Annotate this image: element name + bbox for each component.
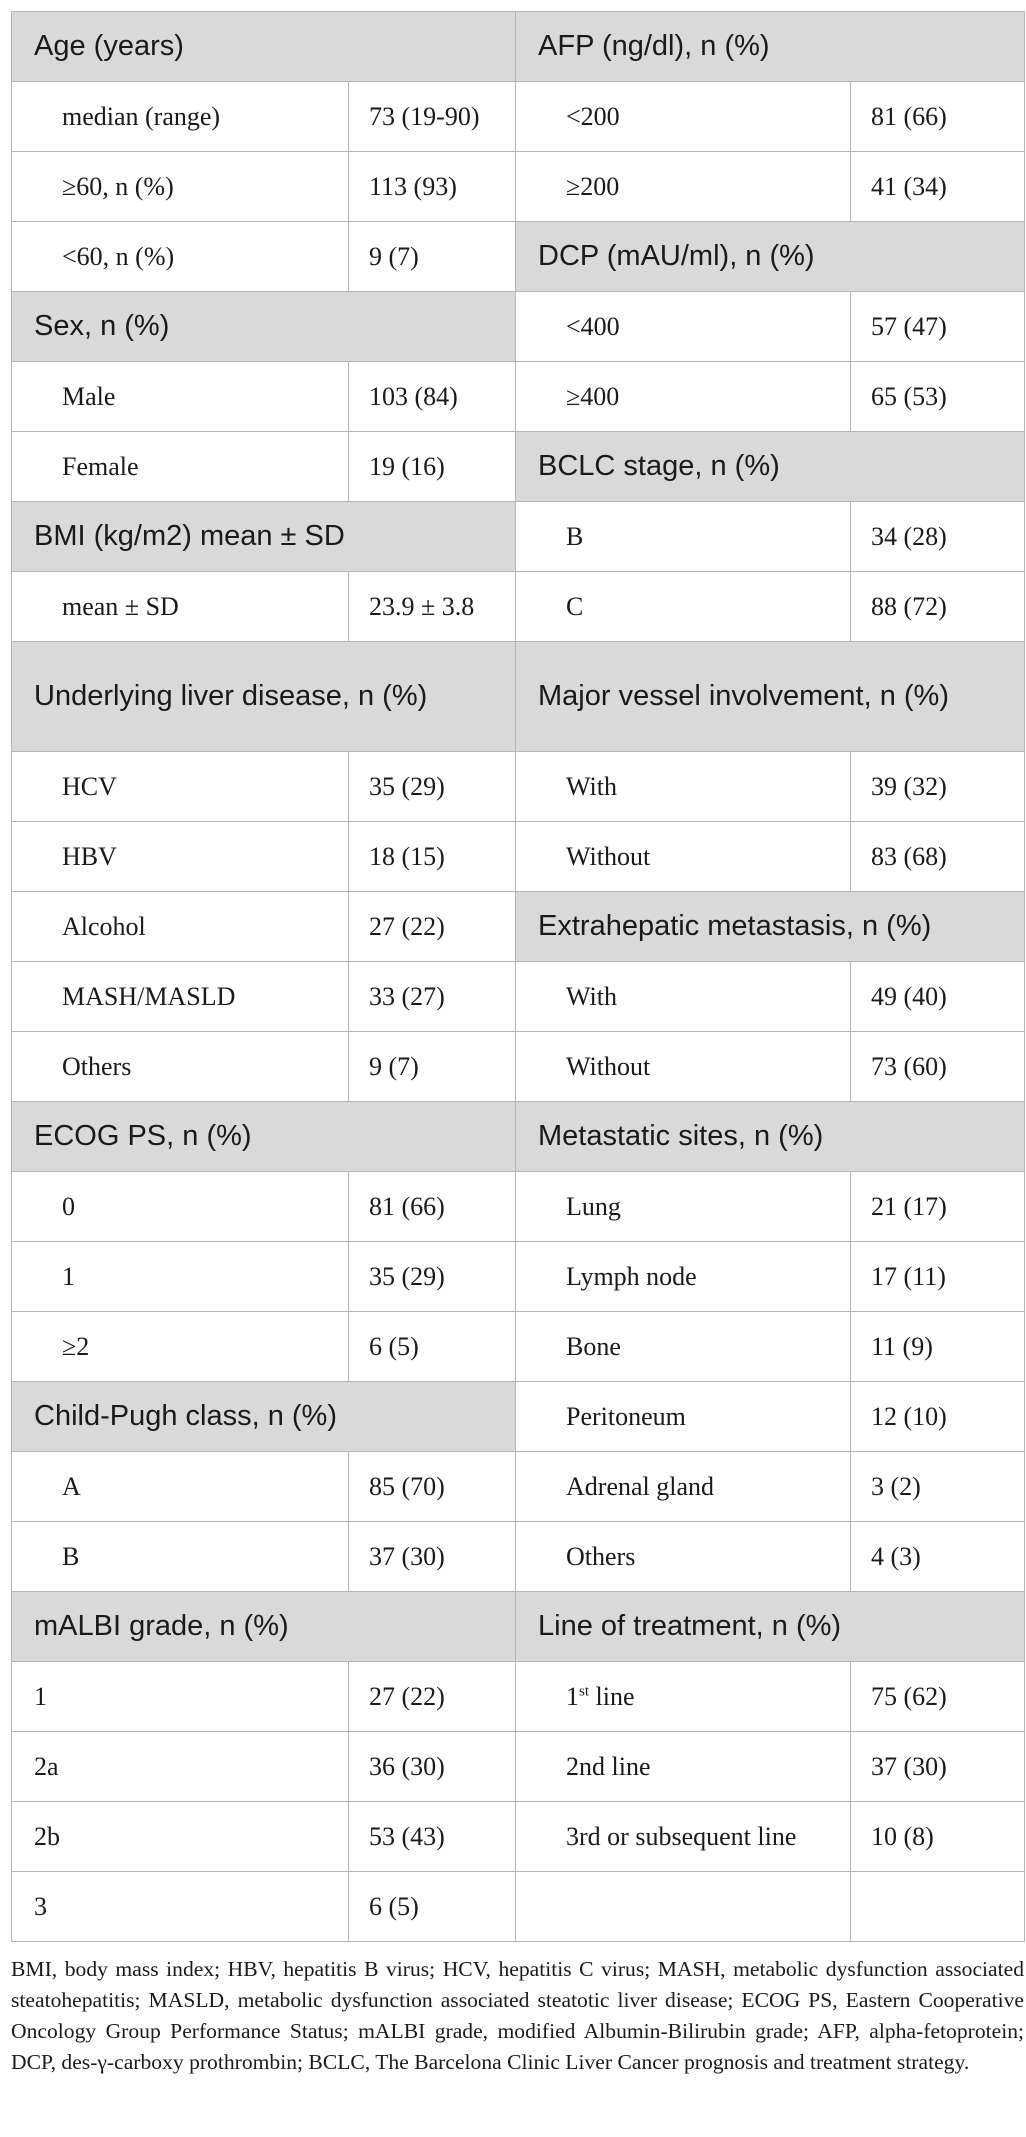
value-cell: 19 (16) bbox=[349, 432, 516, 502]
value-cell: 9 (7) bbox=[349, 1032, 516, 1102]
ordinal-suffix: st bbox=[579, 1682, 590, 1699]
value-cell: 21 (17) bbox=[851, 1172, 1025, 1242]
table-row bbox=[12, 362, 1025, 432]
value-cell: 4 (3) bbox=[851, 1522, 1025, 1592]
row-label-cell: <60, n (%) bbox=[12, 222, 349, 292]
row-label-cell: Without bbox=[516, 822, 851, 892]
table-row bbox=[12, 1032, 1025, 1102]
value-cell: 53 (43) bbox=[349, 1802, 516, 1872]
row-label-cell: With bbox=[516, 962, 851, 1032]
value-cell: 10 (8) bbox=[851, 1802, 1025, 1872]
table-row bbox=[12, 12, 1025, 82]
table-row bbox=[12, 1592, 1025, 1662]
value-cell: 36 (30) bbox=[349, 1732, 516, 1802]
value-cell: 73 (60) bbox=[851, 1032, 1025, 1102]
row-label-cell: Male bbox=[12, 362, 349, 432]
section-header-cell: Child-Pugh class, n (%) bbox=[12, 1382, 516, 1452]
table-row bbox=[12, 82, 1025, 152]
row-label-cell: Lung bbox=[516, 1172, 851, 1242]
row-label-cell: Others bbox=[12, 1032, 349, 1102]
row-label-cell: Alcohol bbox=[12, 892, 349, 962]
table-row bbox=[12, 152, 1025, 222]
section-header-cell: BMI (kg/m2) mean ± SD bbox=[12, 502, 516, 572]
row-label-cell: 1 bbox=[12, 1662, 349, 1732]
value-cell: 37 (30) bbox=[851, 1732, 1025, 1802]
value-cell: 41 (34) bbox=[851, 152, 1025, 222]
section-header-cell: Sex, n (%) bbox=[12, 292, 516, 362]
table-row bbox=[12, 1242, 1025, 1312]
row-label-cell: B bbox=[516, 502, 851, 572]
value-cell: 12 (10) bbox=[851, 1382, 1025, 1452]
table-row bbox=[12, 822, 1025, 892]
value-cell: 18 (15) bbox=[349, 822, 516, 892]
row-label-cell: ≥60, n (%) bbox=[12, 152, 349, 222]
row-label-cell: Others bbox=[516, 1522, 851, 1592]
value-cell: 9 (7) bbox=[349, 222, 516, 292]
table-row bbox=[12, 572, 1025, 642]
row-label-text: 1 bbox=[566, 1681, 580, 1711]
row-label-cell: 2b bbox=[12, 1802, 349, 1872]
value-cell: 35 (29) bbox=[349, 752, 516, 822]
value-cell: 57 (47) bbox=[851, 292, 1025, 362]
row-label-cell: 3rd or subsequent line bbox=[516, 1802, 851, 1872]
row-label-cell: mean ± SD bbox=[12, 572, 349, 642]
row-label-cell: C bbox=[516, 572, 851, 642]
table-row bbox=[12, 1732, 1025, 1802]
row-label-cell: 2a bbox=[12, 1732, 349, 1802]
table-row bbox=[12, 892, 1025, 962]
table-row bbox=[12, 1452, 1025, 1522]
row-label-cell: <400 bbox=[516, 292, 851, 362]
row-label-cell: 2nd line bbox=[516, 1732, 851, 1802]
value-cell: 81 (66) bbox=[349, 1172, 516, 1242]
row-label-cell: ≥400 bbox=[516, 362, 851, 432]
section-header-cell: BCLC stage, n (%) bbox=[516, 432, 1025, 502]
value-cell: 49 (40) bbox=[851, 962, 1025, 1032]
row-label-cell: <200 bbox=[516, 82, 851, 152]
baseline-characteristics-table bbox=[11, 11, 1025, 1942]
table-row bbox=[12, 1662, 1025, 1732]
row-label-cell: A bbox=[12, 1452, 349, 1522]
value-cell: 3 (2) bbox=[851, 1452, 1025, 1522]
row-label-cell: Bone bbox=[516, 1312, 851, 1382]
section-header-cell: AFP (ng/dl), n (%) bbox=[516, 12, 1025, 82]
value-cell: 75 (62) bbox=[851, 1662, 1025, 1732]
row-label-cell: With bbox=[516, 752, 851, 822]
value-cell: 11 (9) bbox=[851, 1312, 1025, 1382]
row-label-cell: Lymph node bbox=[516, 1242, 851, 1312]
value-cell: 17 (11) bbox=[851, 1242, 1025, 1312]
row-label-cell bbox=[516, 1872, 851, 1942]
table-row bbox=[12, 1382, 1025, 1452]
section-header-cell: ECOG PS, n (%) bbox=[12, 1102, 516, 1172]
row-label-cell: Peritoneum bbox=[516, 1382, 851, 1452]
row-label-cell: 1 bbox=[12, 1242, 349, 1312]
section-header-cell: Extrahepatic metastasis, n (%) bbox=[516, 892, 1025, 962]
table-row bbox=[12, 1522, 1025, 1592]
row-label-cell: ≥200 bbox=[516, 152, 851, 222]
row-label-cell: 0 bbox=[12, 1172, 349, 1242]
value-cell: 27 (22) bbox=[349, 892, 516, 962]
table-footnote: BMI, body mass index; HBV, hepatitis B virus; HCV, hepatitis C virus; MASH, metabolic dysfunction associated steatohepatitis; MASLD, metabolic dysfunction associated steatotic liver disease; ECOG PS, Eastern Cooperative Oncology Group Performance Status; mALBI grade, modified Albumin-Bilirubin grade; AFP, alpha-fetoprotein; DCP, des-γ-carboxy prothrombin; BCLC, The Barcelona Clinic Liver Cancer prognosis and treatment strategy. bbox=[11, 1957, 1024, 2074]
table-body bbox=[12, 12, 1025, 1942]
table-row bbox=[12, 752, 1025, 822]
table-row bbox=[12, 222, 1025, 292]
table-row bbox=[12, 292, 1025, 362]
value-cell: 81 (66) bbox=[851, 82, 1025, 152]
value-cell: 39 (32) bbox=[851, 752, 1025, 822]
table-row bbox=[12, 1872, 1025, 1942]
row-label-cell: B bbox=[12, 1522, 349, 1592]
value-cell bbox=[851, 1872, 1025, 1942]
row-label-cell bbox=[516, 1662, 851, 1732]
table-row bbox=[12, 962, 1025, 1032]
row-label-cell: HBV bbox=[12, 822, 349, 892]
section-header-cell: Underlying liver disease, n (%) bbox=[12, 642, 516, 752]
row-label-cell: 3 bbox=[12, 1872, 349, 1942]
row-label-cell: Female bbox=[12, 432, 349, 502]
value-cell: 65 (53) bbox=[851, 362, 1025, 432]
table-row bbox=[12, 1802, 1025, 1872]
value-cell: 88 (72) bbox=[851, 572, 1025, 642]
section-header-cell: Metastatic sites, n (%) bbox=[516, 1102, 1025, 1172]
row-label-cell: ≥2 bbox=[12, 1312, 349, 1382]
section-header-cell: Age (years) bbox=[12, 12, 516, 82]
table-row bbox=[12, 1312, 1025, 1382]
table-row bbox=[12, 432, 1025, 502]
table-row bbox=[12, 502, 1025, 572]
value-cell: 23.9 ± 3.8 bbox=[349, 572, 516, 642]
value-cell: 6 (5) bbox=[349, 1872, 516, 1942]
table-container bbox=[11, 11, 1024, 2078]
table-row bbox=[12, 1172, 1025, 1242]
row-label-cell: MASH/MASLD bbox=[12, 962, 349, 1032]
section-header-cell: Major vessel involvement, n (%) bbox=[516, 642, 1025, 752]
table-row bbox=[12, 1102, 1025, 1172]
value-cell: 27 (22) bbox=[349, 1662, 516, 1732]
row-label-cell: median (range) bbox=[12, 82, 349, 152]
row-label-cell: Adrenal gland bbox=[516, 1452, 851, 1522]
section-header-cell: DCP (mAU/ml), n (%) bbox=[516, 222, 1025, 292]
row-label-text: line bbox=[589, 1681, 635, 1711]
row-label-cell: HCV bbox=[12, 752, 349, 822]
value-cell: 37 (30) bbox=[349, 1522, 516, 1592]
section-header-cell: Line of treatment, n (%) bbox=[516, 1592, 1025, 1662]
value-cell: 33 (27) bbox=[349, 962, 516, 1032]
value-cell: 103 (84) bbox=[349, 362, 516, 432]
section-header-cell: mALBI grade, n (%) bbox=[12, 1592, 516, 1662]
value-cell: 85 (70) bbox=[349, 1452, 516, 1522]
value-cell: 35 (29) bbox=[349, 1242, 516, 1312]
row-label-cell: Without bbox=[516, 1032, 851, 1102]
value-cell: 34 (28) bbox=[851, 502, 1025, 572]
value-cell: 73 (19-90) bbox=[349, 82, 516, 152]
value-cell: 83 (68) bbox=[851, 822, 1025, 892]
table-row bbox=[12, 642, 1025, 752]
value-cell: 113 (93) bbox=[349, 152, 516, 222]
value-cell: 6 (5) bbox=[349, 1312, 516, 1382]
